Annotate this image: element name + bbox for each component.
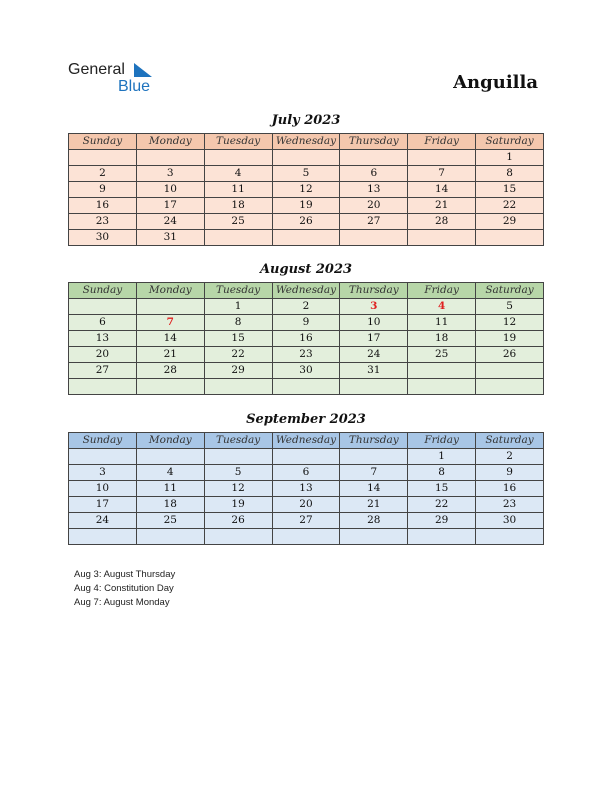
- day-cell: 18: [408, 331, 476, 347]
- week-row: [69, 379, 544, 395]
- day-cell: 14: [408, 182, 476, 198]
- day-cell: 11: [136, 481, 204, 497]
- empty-day-cell: [204, 449, 272, 465]
- week-row: [69, 182, 544, 198]
- day-cell: 28: [408, 214, 476, 230]
- day-cell: 22: [204, 347, 272, 363]
- day-cell: 31: [340, 363, 408, 379]
- day-cell: 23: [476, 497, 544, 513]
- day-cell: 1: [408, 449, 476, 465]
- week-row: [69, 214, 544, 230]
- day-cell: 4: [408, 299, 476, 315]
- day-cell: 15: [204, 331, 272, 347]
- holiday-notes: [74, 568, 175, 610]
- day-cell: 21: [340, 497, 408, 513]
- empty-day-cell: [69, 449, 137, 465]
- empty-day-cell: [340, 529, 408, 545]
- day-cell: 9: [69, 182, 137, 198]
- day-cell: 19: [204, 497, 272, 513]
- weekday-header: Monday: [136, 433, 204, 449]
- month-title-july: July 2023: [271, 113, 341, 128]
- calendar-body: [69, 299, 544, 395]
- day-cell: 21: [136, 347, 204, 363]
- week-row: [69, 347, 544, 363]
- day-cell: 13: [69, 331, 137, 347]
- empty-day-cell: [204, 230, 272, 246]
- empty-day-cell: [272, 379, 340, 395]
- day-cell: 7: [340, 465, 408, 481]
- day-cell: 3: [136, 166, 204, 182]
- day-cell: 7: [408, 166, 476, 182]
- day-cell: 8: [476, 166, 544, 182]
- day-cell: 5: [204, 465, 272, 481]
- day-cell: 15: [476, 182, 544, 198]
- empty-day-cell: [136, 449, 204, 465]
- day-cell: 24: [136, 214, 204, 230]
- weekday-header: Wednesday: [272, 283, 340, 299]
- week-row: [69, 166, 544, 182]
- weekday-header: Thursday: [340, 433, 408, 449]
- day-cell: 14: [136, 331, 204, 347]
- calendar-july: [68, 133, 544, 246]
- day-cell: 12: [272, 182, 340, 198]
- day-cell: 9: [476, 465, 544, 481]
- day-cell: 10: [136, 182, 204, 198]
- day-cell: 10: [69, 481, 137, 497]
- weekday-header: Friday: [408, 283, 476, 299]
- logo-text-general: General: [68, 61, 125, 78]
- empty-day-cell: [69, 150, 137, 166]
- day-cell: 17: [136, 198, 204, 214]
- day-cell: 20: [69, 347, 137, 363]
- week-row: [69, 299, 544, 315]
- day-cell: 29: [204, 363, 272, 379]
- weekday-header: Tuesday: [204, 283, 272, 299]
- holiday-note: Aug 3: August Thursday: [74, 569, 176, 580]
- weekday-header: Saturday: [476, 283, 544, 299]
- empty-day-cell: [204, 379, 272, 395]
- day-cell: 1: [204, 299, 272, 315]
- logo-text-blue: Blue: [118, 78, 151, 95]
- empty-day-cell: [476, 529, 544, 545]
- weekday-header: Saturday: [476, 433, 544, 449]
- day-cell: 24: [69, 513, 137, 529]
- day-cell: 27: [272, 513, 340, 529]
- empty-day-cell: [340, 449, 408, 465]
- day-cell: 22: [408, 497, 476, 513]
- weekday-header: Sunday: [69, 433, 137, 449]
- empty-day-cell: [340, 150, 408, 166]
- weekday-header: Wednesday: [272, 433, 340, 449]
- day-cell: 13: [272, 481, 340, 497]
- day-cell: 25: [408, 347, 476, 363]
- day-cell: 21: [408, 198, 476, 214]
- calendar-body: [69, 449, 544, 545]
- empty-day-cell: [136, 299, 204, 315]
- holiday-note: Aug 4: Constitution Day: [74, 583, 174, 594]
- empty-day-cell: [136, 529, 204, 545]
- week-row: [69, 481, 544, 497]
- empty-day-cell: [69, 299, 137, 315]
- empty-day-cell: [136, 150, 204, 166]
- week-row: [69, 315, 544, 331]
- week-row: [69, 497, 544, 513]
- weekday-header-row: [69, 283, 544, 299]
- day-cell: 16: [272, 331, 340, 347]
- day-cell: 8: [204, 315, 272, 331]
- day-cell: 10: [340, 315, 408, 331]
- day-cell: 30: [476, 513, 544, 529]
- day-cell: 14: [340, 481, 408, 497]
- day-cell: 23: [272, 347, 340, 363]
- week-row: [69, 198, 544, 214]
- empty-day-cell: [136, 379, 204, 395]
- day-cell: 31: [136, 230, 204, 246]
- day-cell: 27: [69, 363, 137, 379]
- empty-day-cell: [272, 449, 340, 465]
- day-cell: 5: [272, 166, 340, 182]
- weekday-header: Thursday: [340, 134, 408, 150]
- calendar-september: [68, 432, 544, 545]
- week-row: [69, 150, 544, 166]
- weekday-header: Tuesday: [204, 134, 272, 150]
- day-cell: 27: [340, 214, 408, 230]
- weekday-header: Friday: [408, 134, 476, 150]
- day-cell: 13: [340, 182, 408, 198]
- empty-day-cell: [476, 230, 544, 246]
- weekday-header: Tuesday: [204, 433, 272, 449]
- day-cell: 19: [272, 198, 340, 214]
- day-cell: 2: [69, 166, 137, 182]
- day-cell: 26: [476, 347, 544, 363]
- day-cell: 30: [272, 363, 340, 379]
- logo-triangle-icon: [134, 63, 152, 77]
- day-cell: 12: [476, 315, 544, 331]
- empty-day-cell: [272, 230, 340, 246]
- day-cell: 17: [340, 331, 408, 347]
- day-cell: 20: [272, 497, 340, 513]
- day-cell: 23: [69, 214, 137, 230]
- empty-day-cell: [408, 230, 476, 246]
- day-cell: 20: [340, 198, 408, 214]
- day-cell: 19: [476, 331, 544, 347]
- calendar-august: [68, 282, 544, 395]
- day-cell: 24: [340, 347, 408, 363]
- empty-day-cell: [204, 150, 272, 166]
- empty-day-cell: [408, 363, 476, 379]
- weekday-header: Wednesday: [272, 134, 340, 150]
- empty-day-cell: [408, 379, 476, 395]
- day-cell: 17: [69, 497, 137, 513]
- day-cell: 3: [340, 299, 408, 315]
- empty-day-cell: [476, 379, 544, 395]
- day-cell: 28: [340, 513, 408, 529]
- day-cell: 4: [204, 166, 272, 182]
- day-cell: 30: [69, 230, 137, 246]
- day-cell: 18: [136, 497, 204, 513]
- weekday-header: Monday: [136, 283, 204, 299]
- week-row: [69, 465, 544, 481]
- day-cell: 4: [136, 465, 204, 481]
- calendar-body: [69, 150, 544, 246]
- holiday-note: Aug 7: August Monday: [74, 597, 170, 608]
- day-cell: 28: [136, 363, 204, 379]
- empty-day-cell: [476, 363, 544, 379]
- weekday-header: Thursday: [340, 283, 408, 299]
- day-cell: 22: [476, 198, 544, 214]
- week-row: [69, 449, 544, 465]
- weekday-header: Saturday: [476, 134, 544, 150]
- weekday-header: Friday: [408, 433, 476, 449]
- day-cell: 29: [408, 513, 476, 529]
- month-title-august: August 2023: [259, 262, 353, 277]
- week-row: [69, 529, 544, 545]
- day-cell: 1: [476, 150, 544, 166]
- day-cell: 6: [340, 166, 408, 182]
- weekday-header: Sunday: [69, 134, 137, 150]
- empty-day-cell: [340, 230, 408, 246]
- day-cell: 26: [204, 513, 272, 529]
- week-row: [69, 363, 544, 379]
- day-cell: 12: [204, 481, 272, 497]
- generalblue-logo: [68, 61, 168, 97]
- day-cell: 2: [476, 449, 544, 465]
- day-cell: 25: [136, 513, 204, 529]
- day-cell: 9: [272, 315, 340, 331]
- empty-day-cell: [272, 529, 340, 545]
- weekday-header-row: [69, 433, 544, 449]
- empty-day-cell: [69, 529, 137, 545]
- day-cell: 16: [69, 198, 137, 214]
- day-cell: 3: [69, 465, 137, 481]
- day-cell: 6: [69, 315, 137, 331]
- day-cell: 15: [408, 481, 476, 497]
- day-cell: 11: [408, 315, 476, 331]
- empty-day-cell: [69, 379, 137, 395]
- weekday-header: Monday: [136, 134, 204, 150]
- empty-day-cell: [204, 529, 272, 545]
- week-row: [69, 513, 544, 529]
- empty-day-cell: [408, 529, 476, 545]
- day-cell: 18: [204, 198, 272, 214]
- day-cell: 6: [272, 465, 340, 481]
- day-cell: 8: [408, 465, 476, 481]
- month-title-september: September 2023: [246, 412, 366, 427]
- country-title: Anguilla: [453, 72, 538, 93]
- empty-day-cell: [340, 379, 408, 395]
- weekday-header-row: [69, 134, 544, 150]
- day-cell: 5: [476, 299, 544, 315]
- empty-day-cell: [272, 150, 340, 166]
- day-cell: 16: [476, 481, 544, 497]
- week-row: [69, 230, 544, 246]
- day-cell: 7: [136, 315, 204, 331]
- empty-day-cell: [408, 150, 476, 166]
- weekday-header: Sunday: [69, 283, 137, 299]
- day-cell: 11: [204, 182, 272, 198]
- day-cell: 29: [476, 214, 544, 230]
- week-row: [69, 331, 544, 347]
- day-cell: 25: [204, 214, 272, 230]
- day-cell: 26: [272, 214, 340, 230]
- day-cell: 2: [272, 299, 340, 315]
